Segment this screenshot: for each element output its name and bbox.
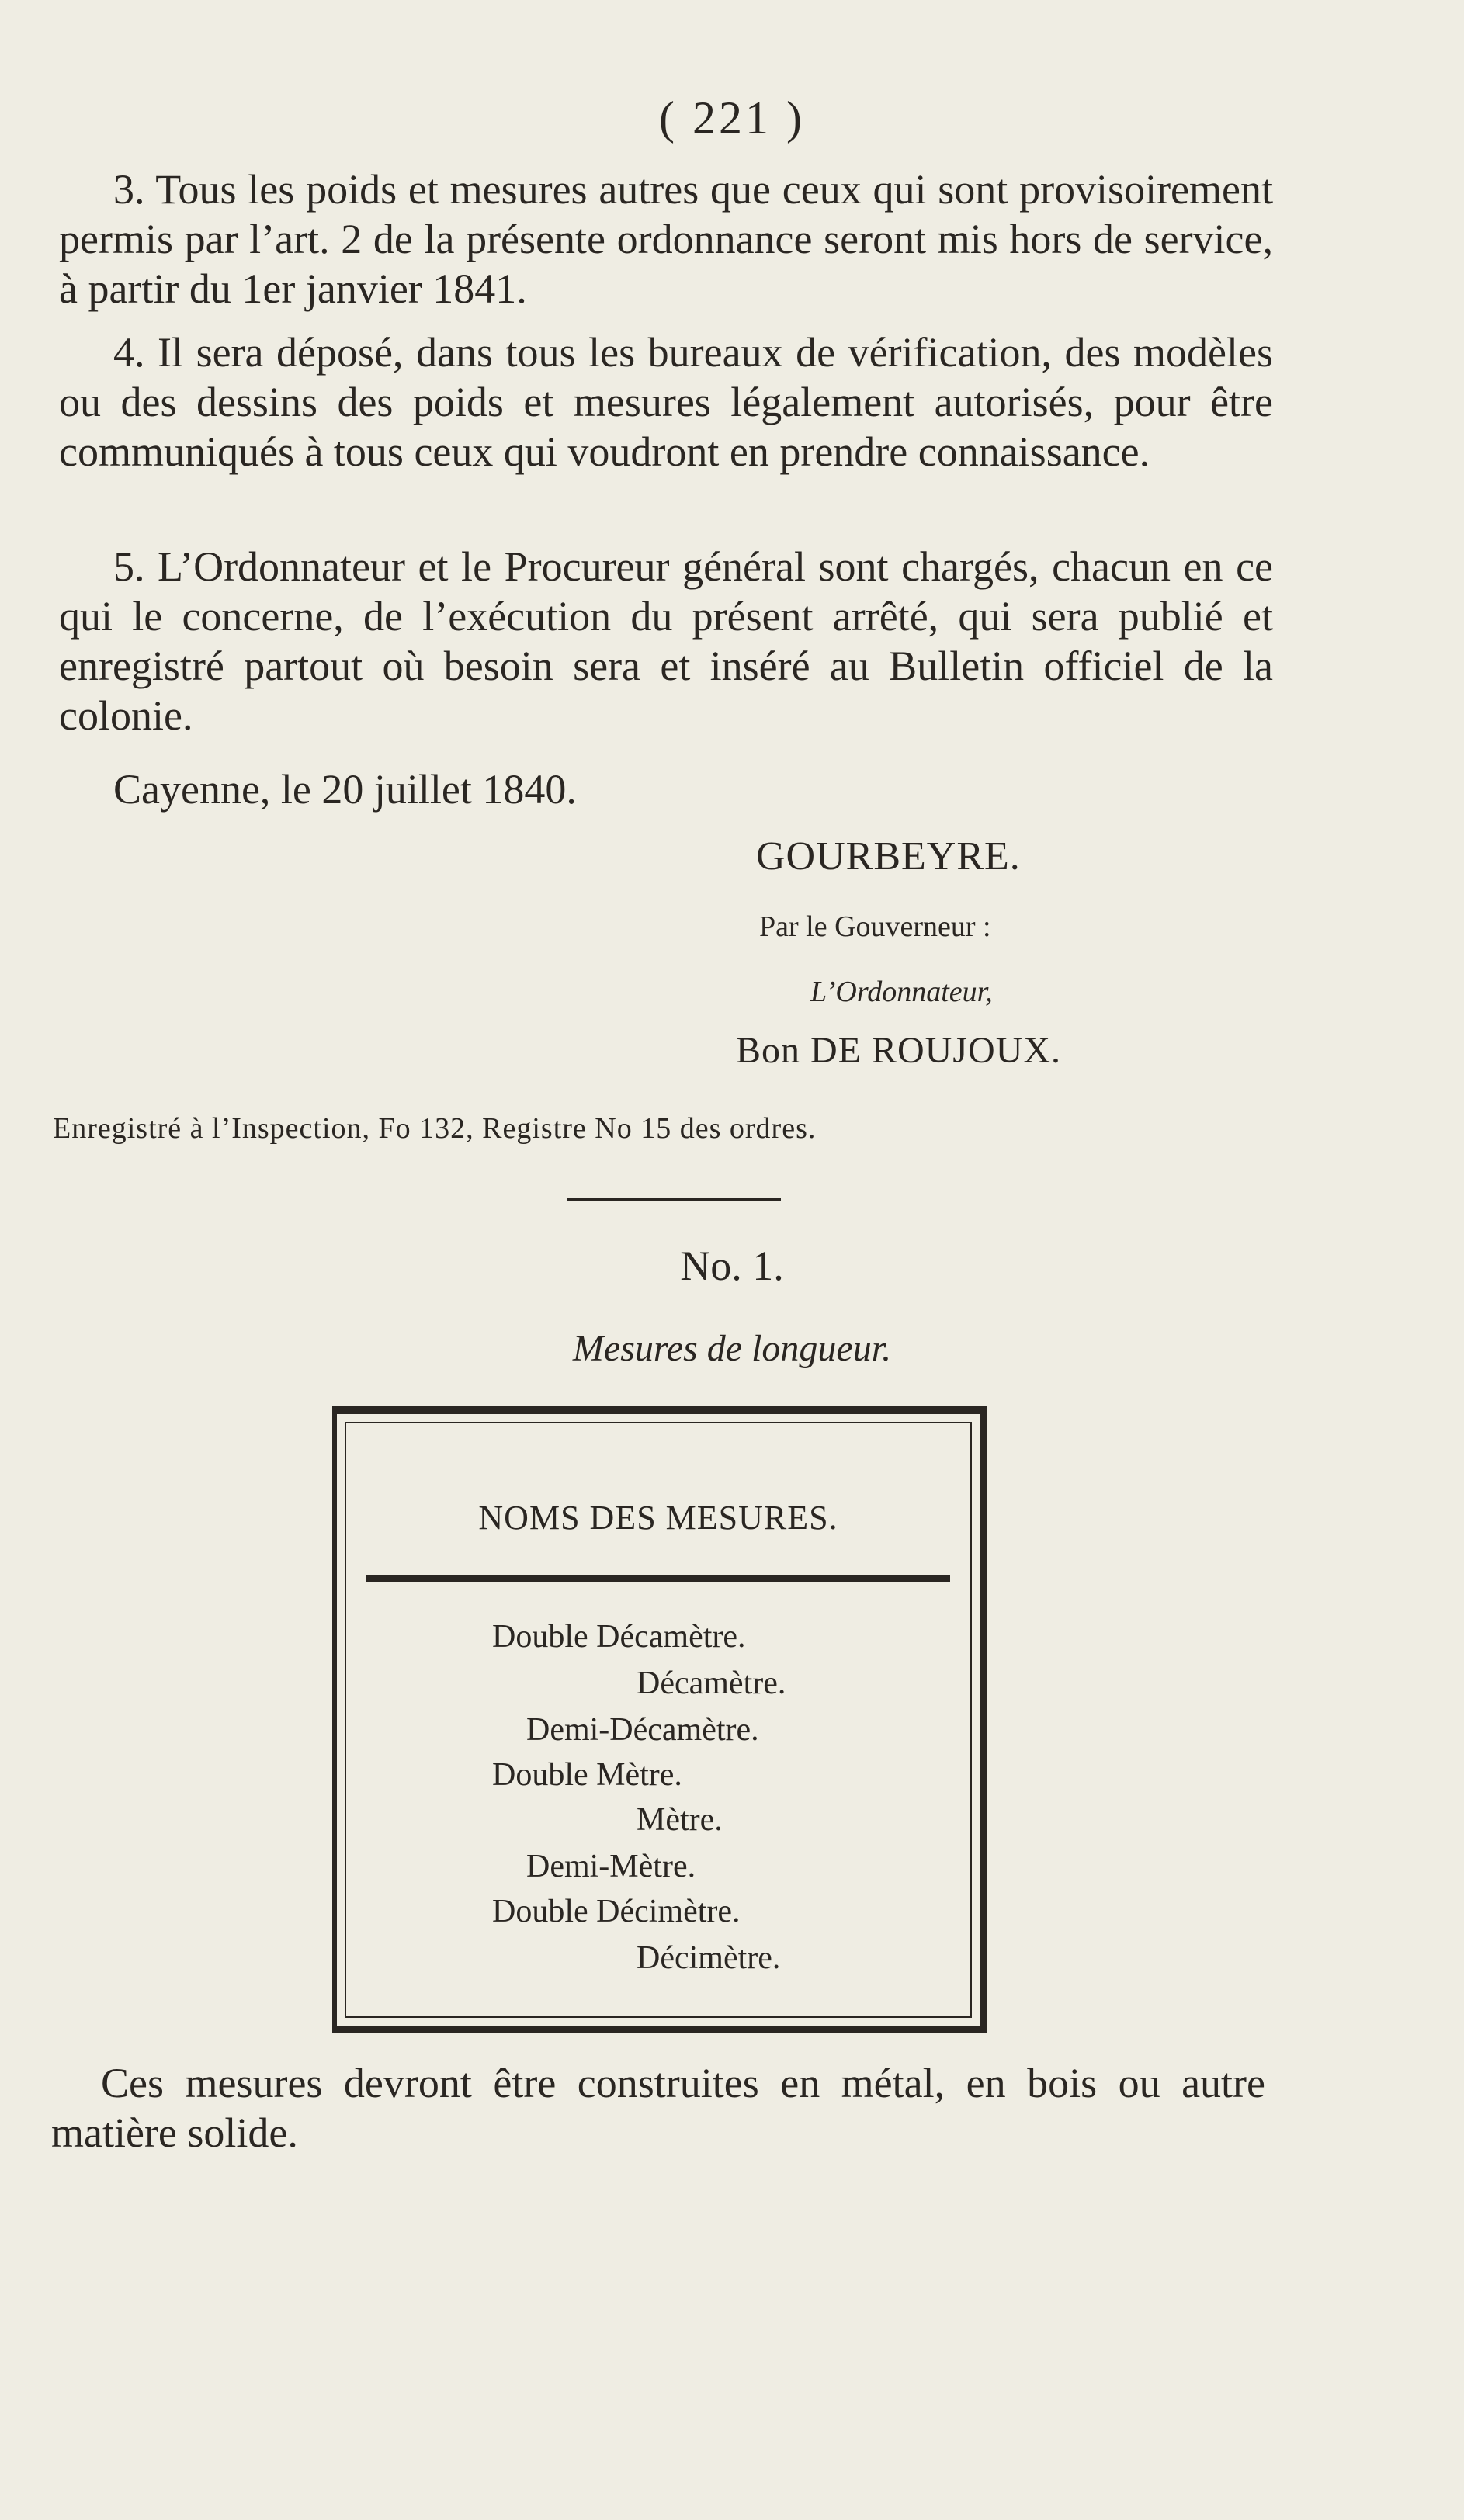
measures-table-inner-frame <box>345 1422 972 2018</box>
article-3 <box>59 165 1273 314</box>
table-title: Mesures de longueur. <box>572 1328 892 1369</box>
measure-row: Mètre. <box>637 1802 723 1838</box>
measure-row: Décimètre. <box>637 1940 781 1976</box>
measure-row: Demi-Décamètre. <box>526 1712 759 1748</box>
measure-row: Demi-Mètre. <box>526 1849 696 1884</box>
signer-name: GOURBEYRE. <box>756 834 1021 879</box>
closing-text: Ces mesures devront être construites en métal, en bois ou autre matière solide. <box>51 2060 1265 2156</box>
measure-row: Décamètre. <box>637 1666 786 1701</box>
measure-row: Double Décimètre. <box>492 1894 741 1929</box>
table-header-divider <box>366 1575 950 1582</box>
date-line: Cayenne, le 20 juillet 1840. <box>113 766 577 813</box>
article-4 <box>59 328 1273 477</box>
article-5-text: 5. L’Ordonnateur et le Procureur général sont chargés, chacun en ce qui le concerne, de l’exécution du présent arrêté, qui sera publié et enregistré partout où besoin sera et inséré au Bulletin officiel de la colonie. <box>59 543 1273 739</box>
article-5 <box>59 542 1273 740</box>
table-header: NOMS DES MESURES. <box>478 1499 838 1537</box>
article-3-text: 3. Tous les poids et mesures autres que ceux qui sont provisoirement permis par l’art. 2 de la présente ordonnance seront mis hors de service, à partir du 1er janvier 1841. <box>59 166 1273 312</box>
closing-paragraph <box>51 2058 1265 2158</box>
article-4-text: 4. Il sera déposé, dans tous les bureaux de vérification, des modèles ou des dessins des poids et mesures légalement autorisés, pour être communiqués à tous ceux qui voudront en prendre connaissance. <box>59 329 1273 475</box>
baron-signature: Bon DE ROUJOUX. <box>736 1030 1062 1071</box>
annex-number-heading: No. 1. <box>680 1243 784 1289</box>
measure-row: Double Mètre. <box>492 1757 682 1793</box>
by-governor-line: Par le Gouverneur : <box>759 910 991 943</box>
measure-row: Double Décamètre. <box>492 1619 746 1655</box>
section-divider <box>567 1198 781 1201</box>
measures-table <box>332 1406 987 2033</box>
ordonnateur-label: L’Ordonnateur, <box>810 976 993 1008</box>
page-number: ( 221 ) <box>659 92 805 144</box>
registration-note: Enregistré à l’Inspection, Fo 132, Registre No 15 des ordres. <box>53 1112 817 1145</box>
